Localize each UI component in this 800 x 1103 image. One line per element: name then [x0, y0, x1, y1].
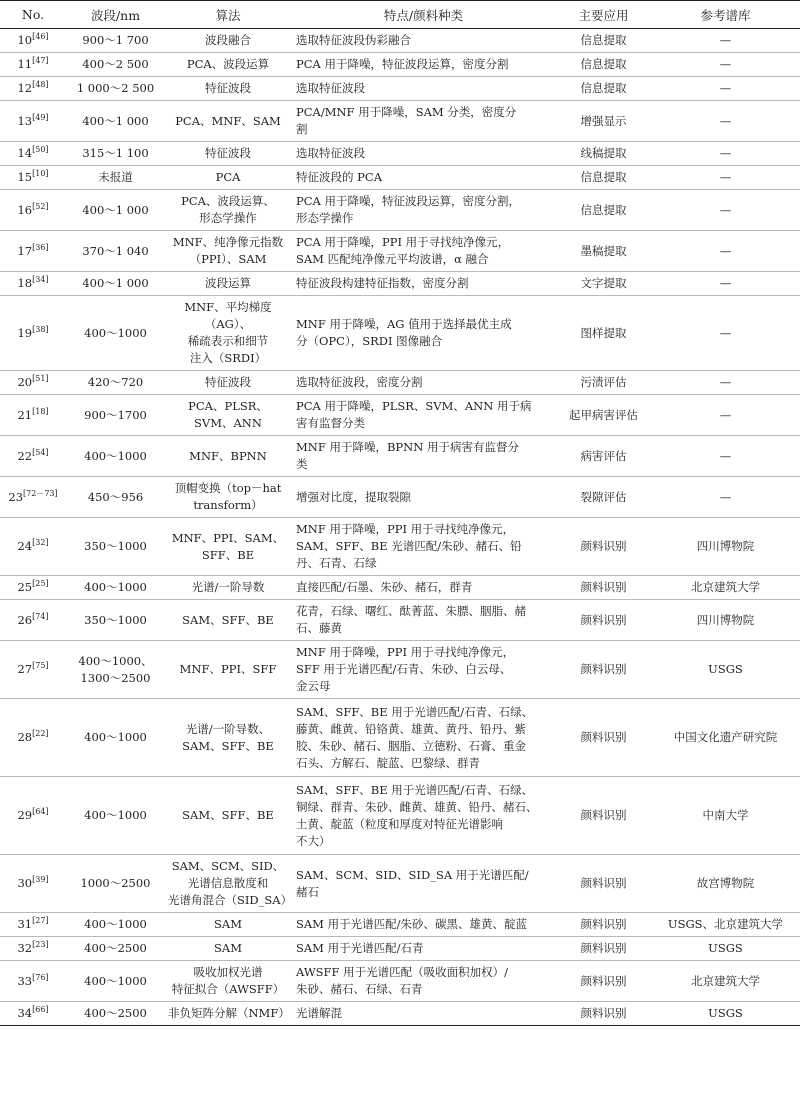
cell-application: 污渍评估	[556, 371, 651, 395]
cell-algorithm: MNF、BPNN	[165, 436, 291, 477]
citation-ref: [32]	[32, 538, 49, 548]
table-row	[0, 937, 800, 961]
cell-reference-library: USGS	[651, 641, 800, 699]
cell-application: 颜料识别	[556, 913, 651, 937]
cell-algorithm: SAM	[165, 937, 291, 961]
table-row	[0, 296, 800, 371]
cell-application: 信息提取	[556, 190, 651, 231]
cell-reference-library: —	[651, 477, 800, 518]
citation-ref: [18]	[32, 406, 49, 416]
cell-algorithm: 特征波段	[165, 142, 291, 166]
cell-algorithm: PCA、PLSR、 SVM、ANN	[165, 395, 291, 436]
citation-ref: [23]	[32, 940, 49, 950]
row-number: 15	[17, 170, 33, 184]
table-row	[0, 436, 800, 477]
row-number: 13	[17, 113, 33, 128]
table-row	[0, 142, 800, 166]
table-row	[0, 190, 800, 231]
cell-application: 颜料识别	[556, 855, 651, 913]
cell-algorithm: MNF、纯净像元指数 （PPI）、SAM	[165, 231, 291, 272]
cell-no	[0, 1002, 66, 1026]
cell-no	[0, 190, 66, 231]
header-algorithm: 算法	[165, 1, 291, 29]
cell-reference-library: 北京建筑大学	[651, 961, 800, 1002]
cell-application: 颜料识别	[556, 641, 651, 699]
cell-application: 增强显示	[556, 101, 651, 142]
cell-algorithm: PCA、波段运算、 形态学操作	[165, 190, 291, 231]
header-reference-library: 参考谱库	[651, 1, 800, 29]
cell-features: SAM 用于光谱匹配/石青	[291, 937, 556, 961]
citation-ref: [52]	[32, 201, 49, 211]
cell-no	[0, 77, 66, 101]
citation-ref: [54]	[32, 447, 49, 457]
row-number: 21	[17, 407, 33, 422]
row-number: 10	[17, 33, 33, 47]
cell-features: SAM 用于光谱匹配/朱砂、碳黑、雄黄、靛蓝	[291, 913, 556, 937]
cell-band: 400～1 000	[66, 190, 165, 231]
table-row	[0, 29, 800, 53]
cell-features: SAM、SFF、BE 用于光谱匹配/石青、石绿、 藤黄、雌黄、铅铬黄、雄黄、黄丹、铅丹、紫 胶、朱砂、赭石、胭脂、立德粉、石膏、重金 石头、方解石、靛蓝、巴黎绿、群青	[291, 699, 556, 777]
cell-band: 370～1 040	[66, 231, 165, 272]
cell-algorithm: 波段融合	[165, 29, 291, 53]
cell-band: 350～1000	[66, 600, 165, 641]
row-number: 28	[17, 730, 33, 744]
cell-band: 1000～2500	[66, 855, 165, 913]
row-number: 23	[8, 489, 24, 504]
citation-ref: [34]	[32, 275, 49, 285]
row-number: 25	[17, 580, 33, 594]
cell-application: 颜料识别	[556, 1002, 651, 1026]
cell-features: 直接匹配/石墨、朱砂、赭石，群青	[291, 576, 556, 600]
cell-band: 400～1000	[66, 961, 165, 1002]
row-number: 18	[17, 276, 33, 290]
row-number: 14	[17, 146, 33, 160]
cell-application: 信息提取	[556, 29, 651, 53]
cell-features: 特征波段构建特征指数，密度分割	[291, 272, 556, 296]
cell-algorithm: 光谱/一阶导数、 SAM、SFF、BE	[165, 699, 291, 777]
citation-ref: [25]	[32, 579, 49, 589]
citation-ref: [50]	[32, 145, 49, 155]
cell-reference-library: 四川博物院	[651, 518, 800, 576]
table-row	[0, 272, 800, 296]
cell-features: 选取特征波段	[291, 77, 556, 101]
cell-band: 400～1000	[66, 436, 165, 477]
table-row	[0, 961, 800, 1002]
row-number: 30	[17, 876, 33, 890]
cell-band: 400～1 000	[66, 101, 165, 142]
cell-application: 图样提取	[556, 296, 651, 371]
cell-algorithm: SAM	[165, 913, 291, 937]
cell-algorithm: MNF、PPI、SAM、 SFF、BE	[165, 518, 291, 576]
citation-ref: [36]	[32, 242, 49, 252]
cell-band: 400～1 000	[66, 272, 165, 296]
citation-ref: [27]	[32, 916, 49, 926]
row-number: 27	[17, 662, 33, 676]
row-number: 29	[17, 808, 33, 822]
cell-band: 400～1000	[66, 913, 165, 937]
cell-no	[0, 142, 66, 166]
cell-reference-library: —	[651, 142, 800, 166]
cell-no	[0, 699, 66, 777]
cell-no	[0, 296, 66, 371]
cell-algorithm: SAM、SCM、SID、 光谱信息散度和 光谱角混合（SID_SA）	[165, 855, 291, 913]
cell-features: 选取特征波段伪彩融合	[291, 29, 556, 53]
cell-features: 增强对比度，提取裂隙	[291, 477, 556, 518]
table-row	[0, 518, 800, 576]
cell-reference-library: —	[651, 436, 800, 477]
cell-no	[0, 231, 66, 272]
cell-reference-library: —	[651, 166, 800, 190]
citation-ref: [75]	[32, 661, 49, 671]
cell-no	[0, 855, 66, 913]
cell-features: PCA/MNF 用于降噪，SAM 分类，密度分 割	[291, 101, 556, 142]
cell-reference-library: USGS、北京建筑大学	[651, 913, 800, 937]
citation-ref: [39]	[32, 875, 49, 885]
table-body	[0, 29, 800, 1026]
citation-ref: [76]	[32, 972, 49, 982]
citation-ref: [46]	[32, 32, 49, 42]
cell-features: SAM、SCM、SID、SID_SA 用于光谱匹配/ 赭石	[291, 855, 556, 913]
table-row	[0, 231, 800, 272]
cell-algorithm: 特征波段	[165, 371, 291, 395]
cell-application: 颜料识别	[556, 518, 651, 576]
cell-no	[0, 371, 66, 395]
row-number: 20	[17, 375, 33, 389]
cell-features: PCA 用于降噪，特征波段运算，密度分割， 形态学操作	[291, 190, 556, 231]
cell-no	[0, 937, 66, 961]
cell-band: 400～1000、 1300～2500	[66, 641, 165, 699]
cell-no	[0, 961, 66, 1002]
table-row	[0, 1002, 800, 1026]
cell-features: PCA 用于降噪，特征波段运算，密度分割	[291, 53, 556, 77]
cell-reference-library: USGS	[651, 937, 800, 961]
cell-algorithm: 顶帽变换（top－hat transform）	[165, 477, 291, 518]
cell-no	[0, 272, 66, 296]
cell-no	[0, 576, 66, 600]
cell-reference-library: —	[651, 190, 800, 231]
table-row	[0, 53, 800, 77]
cell-application: 信息提取	[556, 77, 651, 101]
table-row	[0, 77, 800, 101]
cell-application: 线稿提取	[556, 142, 651, 166]
cell-reference-library: 故宫博物院	[651, 855, 800, 913]
row-number: 32	[17, 941, 33, 955]
cell-features: PCA 用于降噪，PLSR、SVM、ANN 用于病 害有监督分类	[291, 395, 556, 436]
table-row	[0, 855, 800, 913]
cell-features: 光谱解混	[291, 1002, 556, 1026]
cell-features: MNF 用于降噪，BPNN 用于病害有监督分 类	[291, 436, 556, 477]
row-number: 22	[17, 448, 33, 463]
cell-band: 900～1700	[66, 395, 165, 436]
cell-reference-library: 北京建筑大学	[651, 576, 800, 600]
cell-features: MNF 用于降噪，PPI 用于寻找纯净像元， SAM、SFF、BE 光谱匹配/朱砂、赭石、铅 丹、石青、石绿	[291, 518, 556, 576]
header-band: 波段/nm	[66, 1, 165, 29]
cell-application: 裂隙评估	[556, 477, 651, 518]
cell-algorithm: 吸收加权光谱 特征拟合（AWSFF）	[165, 961, 291, 1002]
cell-features: MNF 用于降噪，PPI 用于寻找纯净像元， SFF 用于光谱匹配/石青、朱砂、白云母、 金云母	[291, 641, 556, 699]
cell-algorithm: SAM、SFF、BE	[165, 777, 291, 855]
cell-reference-library: —	[651, 395, 800, 436]
cell-application: 病害评估	[556, 436, 651, 477]
cell-features: 选取特征波段	[291, 142, 556, 166]
cell-features: 特征波段的 PCA	[291, 166, 556, 190]
row-number: 17	[17, 243, 33, 258]
citation-ref: [64]	[32, 807, 49, 817]
cell-application: 颜料识别	[556, 576, 651, 600]
cell-band: 未报道	[66, 166, 165, 190]
cell-algorithm: SAM、SFF、BE	[165, 600, 291, 641]
cell-band: 400～1000	[66, 699, 165, 777]
cell-algorithm: MNF、平均梯度（AG）、 稀疏表示和细节 注入（SRDI）	[165, 296, 291, 371]
cell-application: 颜料识别	[556, 961, 651, 1002]
cell-application: 颜料识别	[556, 600, 651, 641]
cell-features: 选取特征波段，密度分割	[291, 371, 556, 395]
cell-no	[0, 53, 66, 77]
row-number: 16	[17, 202, 33, 217]
cell-algorithm: MNF、PPI、SFF	[165, 641, 291, 699]
cell-no	[0, 166, 66, 190]
header-features: 特点/颜料种类	[291, 1, 556, 29]
cell-reference-library: —	[651, 53, 800, 77]
row-number: 19	[17, 325, 33, 340]
citation-ref: [10]	[32, 169, 49, 179]
cell-band: 350～1000	[66, 518, 165, 576]
cell-no	[0, 477, 66, 518]
table-row	[0, 395, 800, 436]
citation-ref: [51]	[32, 374, 49, 384]
citation-ref: [47]	[32, 56, 49, 66]
cell-algorithm: PCA、波段运算	[165, 53, 291, 77]
cell-algorithm: 波段运算	[165, 272, 291, 296]
cell-no	[0, 395, 66, 436]
cell-application: 文字提取	[556, 272, 651, 296]
citation-ref: [38]	[32, 324, 49, 334]
table-row	[0, 576, 800, 600]
cell-band: 400～1000	[66, 296, 165, 371]
table-row	[0, 600, 800, 641]
citation-ref: [66]	[32, 1005, 49, 1015]
cell-reference-library: 中国文化遗产研究院	[651, 699, 800, 777]
cell-reference-library: USGS	[651, 1002, 800, 1026]
citation-ref: [48]	[32, 80, 49, 90]
cell-no	[0, 101, 66, 142]
table-row	[0, 641, 800, 699]
cell-reference-library: 四川博物院	[651, 600, 800, 641]
citation-ref: [22]	[32, 729, 49, 739]
cell-application: 颜料识别	[556, 937, 651, 961]
cell-no	[0, 436, 66, 477]
cell-features: SAM、SFF、BE 用于光谱匹配/石青、石绿、 铜绿、群青、朱砂、雌黄、雄黄、铅丹、赭石、 土黄、靛蓝（粒度和厚度对特征光谱影响 不大）	[291, 777, 556, 855]
cell-band: 1 000～2 500	[66, 77, 165, 101]
cell-features: AWSFF 用于光谱匹配（吸收面积加权）/ 朱砂、赭石、石绿、石青	[291, 961, 556, 1002]
cell-algorithm: 光谱/一阶导数	[165, 576, 291, 600]
cell-band: 400～1000	[66, 576, 165, 600]
cell-reference-library: —	[651, 29, 800, 53]
cell-no	[0, 29, 66, 53]
citation-ref: [72－73]	[23, 488, 58, 498]
cell-band: 400～1000	[66, 777, 165, 855]
header-row	[0, 1, 800, 29]
cell-no	[0, 777, 66, 855]
cell-features: 花青，石绿、曙红、酞菁蓝、朱膘、胭脂、赭 石、藤黄	[291, 600, 556, 641]
header-application: 主要应用	[556, 1, 651, 29]
cell-application: 墨稿提取	[556, 231, 651, 272]
cell-reference-library: 中南大学	[651, 777, 800, 855]
table-row	[0, 913, 800, 937]
table-row	[0, 699, 800, 777]
cell-application: 颜料识别	[556, 777, 651, 855]
row-number: 34	[17, 1006, 33, 1020]
cell-algorithm: PCA	[165, 166, 291, 190]
cell-application: 信息提取	[556, 53, 651, 77]
cell-band: 420～720	[66, 371, 165, 395]
cell-reference-library: —	[651, 272, 800, 296]
cell-band: 400～2500	[66, 937, 165, 961]
cell-application: 信息提取	[556, 166, 651, 190]
row-number: 12	[17, 81, 33, 95]
cell-no	[0, 518, 66, 576]
cell-band: 400～2500	[66, 1002, 165, 1026]
cell-features: MNF 用于降噪，AG 值用于选择最优主成 分（OPC），SRDI 图像融合	[291, 296, 556, 371]
cell-reference-library: —	[651, 101, 800, 142]
header-no: No.	[0, 1, 66, 29]
table-row	[0, 101, 800, 142]
citation-ref: [49]	[32, 112, 49, 122]
cell-reference-library: —	[651, 371, 800, 395]
table-row	[0, 477, 800, 518]
cell-no	[0, 600, 66, 641]
cell-no	[0, 913, 66, 937]
table-row	[0, 371, 800, 395]
cell-application: 颜料识别	[556, 699, 651, 777]
cell-no	[0, 641, 66, 699]
cell-algorithm: 特征波段	[165, 77, 291, 101]
row-number: 33	[17, 973, 33, 988]
cell-algorithm: PCA、MNF、SAM	[165, 101, 291, 142]
row-number: 24	[17, 539, 33, 553]
cell-reference-library: —	[651, 296, 800, 371]
row-number: 26	[17, 612, 33, 627]
table-row	[0, 777, 800, 855]
cell-reference-library: —	[651, 231, 800, 272]
cell-band: 315～1 100	[66, 142, 165, 166]
row-number: 11	[17, 57, 33, 71]
cell-band: 450～956	[66, 477, 165, 518]
cell-band: 400～2 500	[66, 53, 165, 77]
table-row	[0, 166, 800, 190]
cell-application: 起甲病害评估	[556, 395, 651, 436]
cell-algorithm: 非负矩阵分解（NMF）	[165, 1002, 291, 1026]
cell-reference-library: —	[651, 77, 800, 101]
row-number: 31	[17, 917, 33, 931]
cell-features: PCA 用于降噪，PPI 用于寻找纯净像元， SAM 匹配纯净像元平均波谱，α 融合	[291, 231, 556, 272]
cell-band: 900～1 700	[66, 29, 165, 53]
citation-ref: [74]	[32, 611, 49, 621]
